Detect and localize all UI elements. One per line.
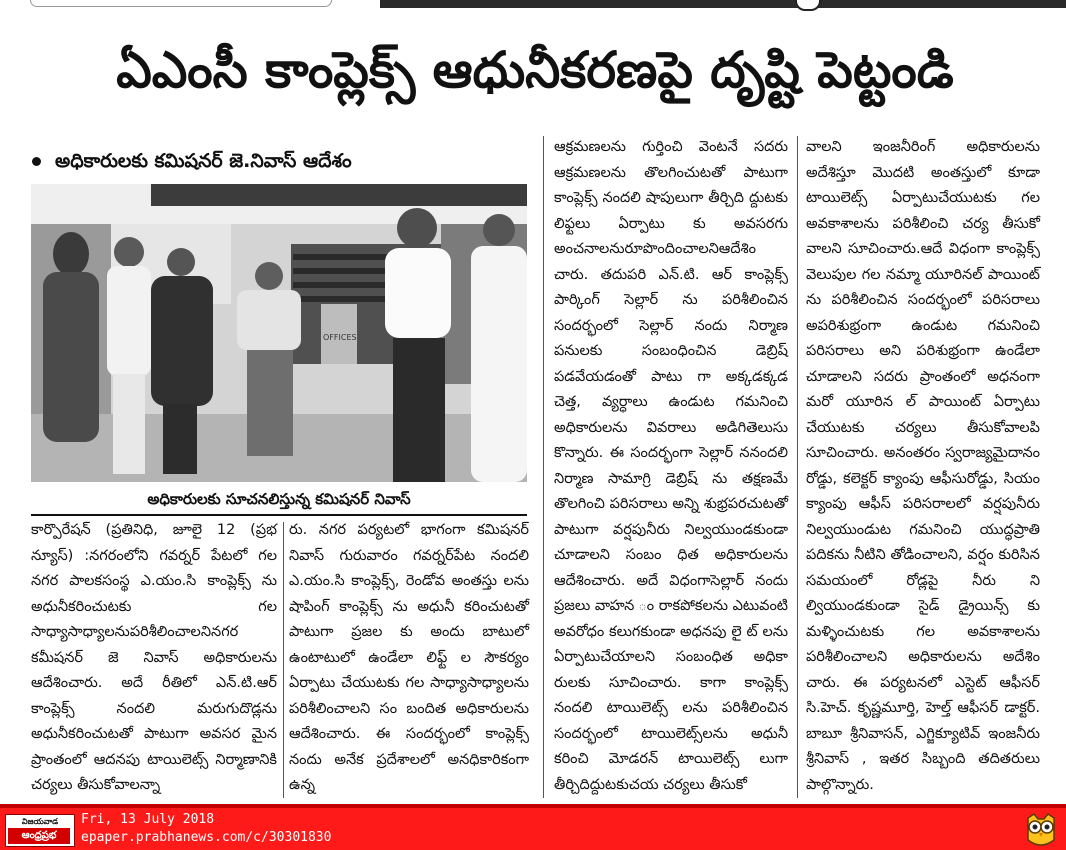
top-strip xyxy=(0,0,1066,10)
article-text-2: రు. నగర పర్యటలో భాగంగా కమిషనర్ నివాస్ గురువారం గవర్నర్‌పేట నందలి ఎ.యం.సి కాంప్లెక్స్, రెండోవ అంతస్తు లను షాపింగ్ కాంప్లెక్స్ ను అధునీ కరించుటతో పాటుగా ప్రజల కు అందు బాటులో ఉంటాటులో ఉండేలా లిఫ్ట్ ల సౌకర్యం ఏర్పాటు చేయుటకు గల సాధ్యాసాధ్యాలను పరిశీలించాలని సం బందిత అధికారులను ఆదేశించారు. ఈ సందర్భంలో కాంప్లెక్స్ నందు అనేక ప్రదేశాలలో అనధికారికంగా ఉన్న xyxy=(289,522,529,793)
footer-bar xyxy=(0,804,1066,850)
subheadline xyxy=(32,146,352,176)
article-text-1: కార్పొరేషన్ (ప్రతినిధి, జూలై 12 (ప్రభ న్యూస్) :నగరంలోని గవర్నర్ పేటలో గల నగర పాలకసంస్థ ఎ.యం.సి కాంప్లెక్స్ ను అధునీకరించుటకు గల సాధ్యాసాధ్యాలనుపరిశీలించాలనినగర కమీషనర్ జె నివాస్ అధికారులను ఆదేశించారు. అదే రీతిలో ఎన్.టి.ఆర్ కాంప్లెక్స్ నందలి మరుగుదొడ్లను అధునీకరించుటతో పాటుగా అవసర మైన ప్రాంతంలో ఆదనపు టాయిలెట్స్ నిర్మాణానికి చర్యలు తీసుకోవాలన్నా xyxy=(31,522,277,793)
article-column-4 xyxy=(806,135,1040,793)
logo-city: విజయవాడ xyxy=(21,817,59,826)
subheadline-text: అధికారులకు కమిషనర్ జె.నివాస్ ఆదేశం xyxy=(55,150,352,172)
article-column-1 xyxy=(31,518,277,800)
photo-caption: అధికారులకు సూచనలిస్తున్న కమిషనర్ నివాస్ xyxy=(147,490,411,508)
article-column-3 xyxy=(554,135,788,799)
sign-text: OFFICES xyxy=(323,333,357,342)
top-strip-bar xyxy=(380,0,1066,8)
bullet-icon xyxy=(32,157,41,166)
newspaper-logo[interactable] xyxy=(5,814,75,847)
epaper-url[interactable]: epaper.prabhanews.com/c/30301830 xyxy=(81,830,332,845)
footer-shadow xyxy=(0,804,1066,808)
headline: ఏఎంసీ కాంప్లెక్స్ ఆధునీకరణపై దృష్టి పెట్టండి xyxy=(116,41,954,99)
edition-date: Fri, 13 July 2018 xyxy=(81,812,215,827)
owl-icon[interactable] xyxy=(1024,812,1058,848)
column-divider xyxy=(283,522,284,798)
column-divider xyxy=(797,136,798,798)
top-strip-ornament xyxy=(795,0,821,11)
news-photo xyxy=(31,184,527,482)
top-strip-tab xyxy=(30,0,332,7)
article-text-4: వాలని ఇంజనీరింగ్ అధికారులను అదేశిస్తూ మొదటి అంతస్తులో కూడా టాయిలెట్స్ ఏర్పాటుచేయుటకు గల అవకాశాలను పరిశీలించి చర్య తీసుకో వాలని సూచించారు.ఆదే విధంగా కాంప్లెక్స్ వెలుపుల గల నమ్మా యూరినల్ పాయింట్ ను పరిశీలించిన సందర్భంలో పరిసరాలు అపరిశుభ్రంగా ఉండుట గమనించి పరిసరాలు అని పరిశుభ్రంగా ఉండేలా చూడాలని సదరు ప్రాంతంలో అధనంగా మరో యూరిన ల్ పాయింట్ ఏర్పాటు చేయుటకు చర్యలు తీసుకోవాలపి సూచించారు. అనంతరం స్వరాజ్యమైదానం రోడ్డు, కలెక్టర్ క్యాంపు ఆఫీసురోడ్డు, సియం క్యాంపు ఆఫీస్ పరిసరాలలో వర్షపునీరు నిల్వయుండుట గమనించి యుద్ధప్రాతి పదికను నీటిని తోడించాలని, వర్షం కురిసిన సమయంలో రోడ్లపై నీరు ని ల్వియుండకుండా సైడ్ డ్రైయిన్స్ కు మళ్ళించుటకు గల అవకాశాలను పరిశీలించాలని అధికారులను అదేశిం చారు. ఈ పర్యటనలో ఎస్టెట్ ఆఫీసర్ సి.హెచ్. కృష్ణమూర్తి, హెల్త్ ఆఫీసర్ డాక్టర్. బాబూ శ్రీనివాసన్, ఎగ్జిక్యూటివ్ ఇంజనీరు శ్రీనివాస్ , ఇతర సిబ్బంది తదితరులు పాల్గొన్నారు. xyxy=(806,139,1040,793)
article-column-2 xyxy=(289,518,529,800)
column-divider xyxy=(543,136,544,798)
caption-divider xyxy=(31,514,527,516)
logo-title: ఆంధ్రప్రభ xyxy=(8,828,70,844)
news-photo-illustration xyxy=(31,184,527,482)
article-text-3: ఆక్రమణలను గుర్తించి వెంటనే సదరు ఆక్రమణలను తొలగించుటతో పాటుగా కాంప్లెక్స్ నందలి షాపులుగా తీర్చిది ద్దుటకు లిఫ్టలు ఏర్పాటు కు అవసరగు అంచనాలనురూపొందించాలనిఆదేశిం చారు. తదుపరి ఎన్.టి. ఆర్ కాంప్లెక్స్ పార్కింగ్ సెల్లార్ ను పరిశీలించిన సందర్భంలో సెల్లార్ నందు నిర్మాణ పనులకు సంబంధించిన డెబ్రిష్ పడవేయడంతో పాటు గా అక్కడక్కడ చెత్త, వ్యర్ధాలు ఉండుట గమనించి అధికారులను వివరాలు అడిగితెలుసు కొన్నారు. ఈ సందర్భంగా సెల్లార్ ననందలి నిర్మాణ సామాగ్రి డెబ్రిష్ ను తక్షణమే తొలగించి పరిసరాలు అన్ని శుభ్రపరచుటతో పాటుగా వర్షపునీరు నిల్వయుండకుండా చూడాలని సంబం ధిత అధికారులను ఆదేశించారు. అదే విధంగాసెల్లార్ నందు ప్రజలు వాహన ం రాకపోకలను ఎటువంటి అవరోధం కలుగకుండా అధనపు లై ట్ లను ఏర్పాటుచేయాలని సంబంధిత అధికా రులకు సూచించారు. కాగా కాంప్లెక్స్ నందలి టాయిలెట్స్ లను పరిశీలించిన సందర్భంలో టాయిలెట్స్‌లను అధునీ కరించి మోడరన్ టాయిలెట్స్ లుగా తీర్చిదిద్దుటకుచయ చర్యలు తీసుకో xyxy=(554,139,788,793)
